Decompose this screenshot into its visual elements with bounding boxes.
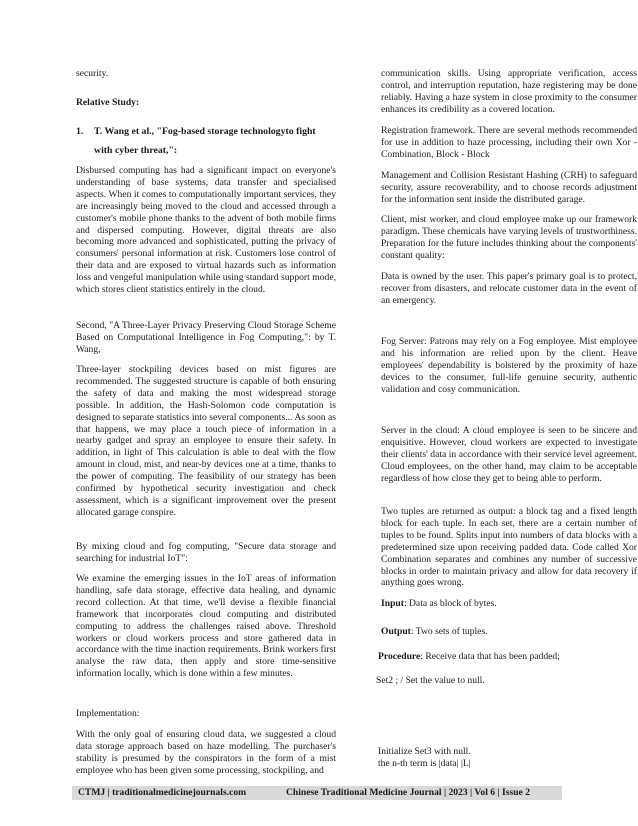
- reference-1-title-line2: with cyber threat,":: [94, 145, 178, 156]
- paragraph-disbursed: Disbursed computing has had a significant impact on everyone's understanding of base systems, data transfer and specialised aspects. When it comes to computationally important services, they are increasingly being moved to the cloud and accessed through a customer's mobile phone thanks to the advent of both mobile firms and dispersed computing. However, digital threats are also becoming more advanced and sophisticated, putting the privacy of consumers' personal information at risk. Customers lose control of their data and are exposed to virtual hazards such as information loss and vengeful manipulation while using standard support mode, which stores client statistics entirely in the cloud.: [76, 165, 336, 296]
- procedure-text: : Receive data that has been padded;: [420, 651, 560, 662]
- output-label: Output: [381, 626, 411, 637]
- paragraph-fog-server: Fog Server: Patrons may rely on a Fog employee. Mist employee and his information are relied upon by the client. Heave employees' dependability is bolstered by the proximity of haze devices to the consumer, full-life genuine security, authentic validation and cosy communication.: [381, 336, 637, 395]
- reference-1-title: [76, 122, 338, 160]
- algorithm-procedure: [378, 651, 560, 663]
- paragraph-three-layer: Three-layer stockpiling devices based on mist figures are recommended. The suggested structure is capable of both ensuring the safety of data and making the most widespread storage possible. In addition, the Hash-Solomon code computation is designed to separate statistics into several components... As soon as that happens, we may place a touch piece of information in a nearby gadget and spray an employee to ensure their safety. In addition, in light of This calculation is able to deal with the flow amount in cloud, mist, and near-by devices one at a time, thanks to the power of computing. The feasibility of our strategy has been confirmed by hypothetical security investigation and check assessment, which is a significant improvement over the present allocated garage conspire.: [76, 364, 336, 518]
- paragraph-management: Management and Collision Resistant Hashing (CRH) to safeguard security, assure recoverability, and to choose records adjustment for the information sent inside the distributed garage.: [381, 170, 637, 205]
- paragraph-second-reference: Second, "A Three-Layer Privacy Preserving Cloud Storage Scheme Based on Computational Intelligence in Fog Computing,": by T. Wang,: [76, 320, 336, 355]
- algorithm-output: [381, 626, 488, 638]
- paragraph-examine: We examine the emerging issues in the IoT areas of information handling, safe data storage, effective data healing, and dynamic record collection. At that time, we'll devise a flexible financial framework that incorporates cloud computing and distributed computing to address the challenges raised above. Threshold workers or cloud workers process and store gathered data in accordance with the time inaction requirements. Brink workers first analyse the raw data, then apply and store time-sensitive information locally, which is done within a few minutes.: [76, 573, 336, 680]
- page-footer: [72, 786, 562, 800]
- paragraph-server-cloud: Server in the cloud: A cloud employee is seen to be sincere and enquisitive. However, cloud workers are expected to investigate their clients' data in accordance with their service level agreement. Cloud employees, on the other hand, may claim to be acceptable regardless of how close they get to being able to perform.: [381, 425, 637, 484]
- paragraph-mixing: By mixing cloud and fog computing, "Secure data storage and searching for industrial IoT":: [76, 541, 336, 564]
- paragraph-registration: Registration framework. There are several methods recommended for use in addition to haze processing, including their own Xor - Combination, Block - Block: [381, 125, 637, 160]
- reference-1-title-line1: T. Wang et al., "Fog-based storage technologyto fight: [94, 126, 316, 137]
- input-text: : Data as block of bytes.: [403, 598, 497, 609]
- paragraph-only-goal: With the only goal of ensuring cloud data, we suggested a cloud data storage approach based on haze modelling. The purchaser's stability is presumed by the conspirators in the form of a mist employee who has been given some processing, stockpiling, and: [76, 729, 336, 776]
- footer-journal-citation: Chinese Traditional Medicine Journal | 2023 | Vol 6 | Issue 2: [286, 787, 530, 798]
- algorithm-nth-term: the n-th term is |data| |L|: [378, 758, 471, 769]
- paragraph-two-tuples: Two tuples are returned as output: a block tag and a fixed length block for each tuple. In each set, there are a certain number of tuples to be found. Splits input into numbers of data blocks with a predetermined size upon receiving padded data. Code called Xor Combination separates and combines any number of successive blocks in order to maintain privacy and allow for data recovery if anything goes wrong.: [381, 506, 637, 589]
- relative-study-heading: Relative Study:: [76, 97, 140, 108]
- reference-1-number: 1.: [76, 126, 84, 137]
- algorithm-init-set3: Initialize Set3 with null.: [378, 746, 471, 757]
- algorithm-input: [381, 598, 497, 610]
- procedure-label: Procedure: [378, 651, 421, 662]
- implementation-label: Implementation:: [76, 708, 140, 719]
- footer-journal-site: CTMJ | traditionalmedicinejournals.com: [78, 787, 247, 798]
- input-label: Input: [381, 598, 404, 609]
- paragraph-client: Client, mist worker, and cloud employee make up our framework paradigm. These chemicals have varying levels of trustworthiness. Preparation for the future includes thinking about the components' constant quality:: [381, 214, 637, 261]
- paragraph-data-owned: Data is owned by the user. This paper's primary goal is to protect, recover from disasters, and relocate customer data in the event of an emergency.: [381, 271, 637, 306]
- paragraph-communication: communication skills. Using appropriate verification, access control, and interruption reputation, haze registering may be done reliably. Having a haze system in close proximity to the consumer enhances its credibility as a covered location.: [381, 68, 637, 115]
- security-text: security.: [76, 68, 109, 79]
- output-text: : Two sets of tuples.: [410, 626, 488, 637]
- algorithm-set2: Set2 ; / Set the value to null.: [376, 675, 485, 686]
